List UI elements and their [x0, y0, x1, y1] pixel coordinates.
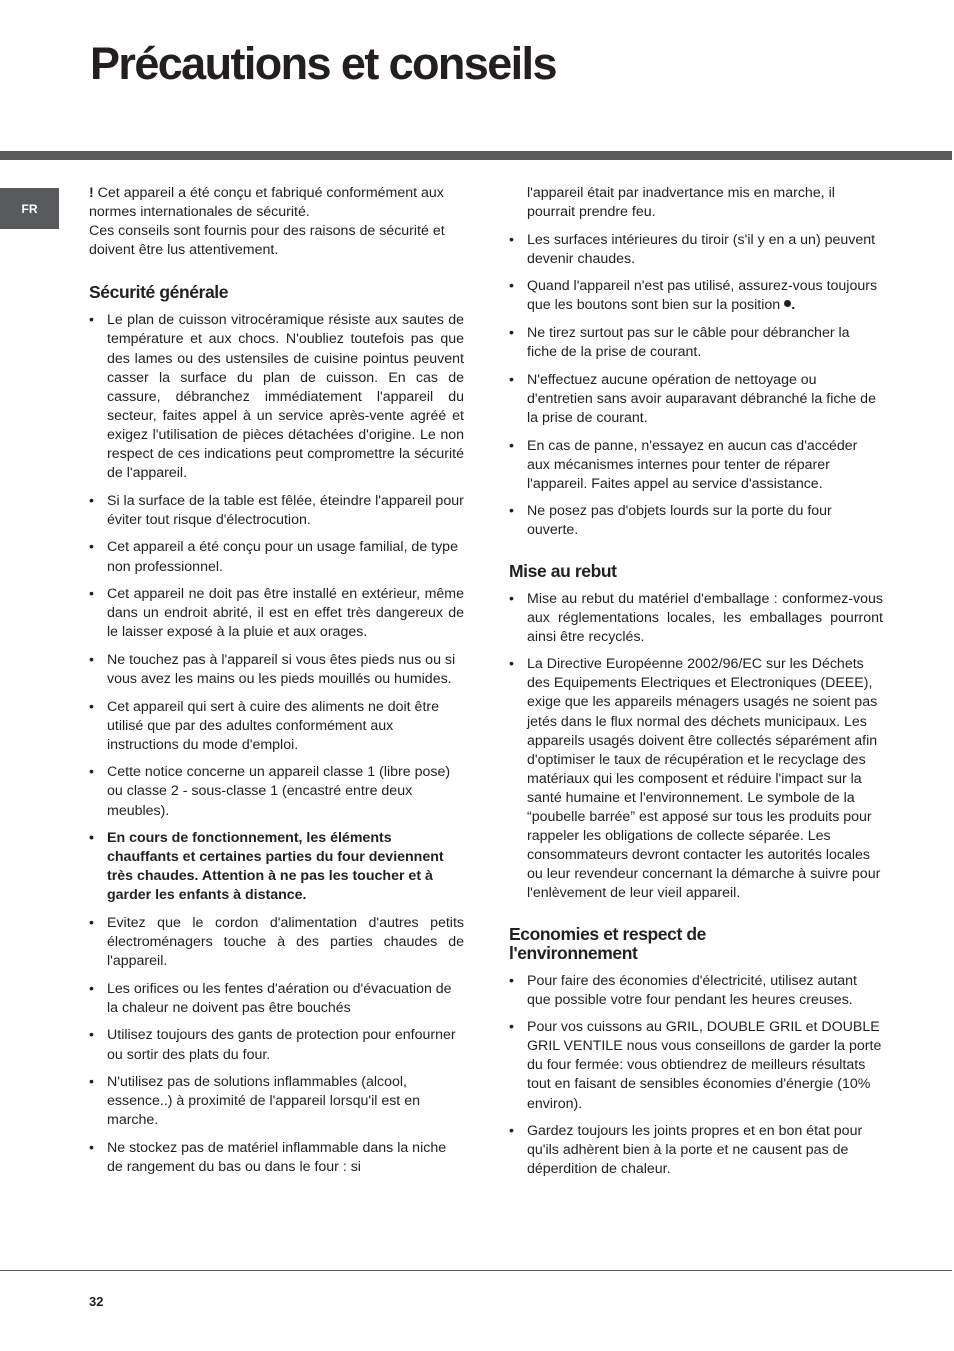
- list-item: • Evitez que le cordon d'alimentation d'autres petits électroménagers touche à des parties chaudes de l'appareil.: [89, 914, 464, 971]
- economy-list: [509, 972, 883, 1180]
- list-item: • Les surfaces intérieures du tiroir (s'il y en a un) peuvent devenir chaudes.: [509, 231, 883, 269]
- security-list: [89, 311, 464, 1177]
- warning-mark: !: [89, 185, 94, 201]
- list-item: • Le plan de cuisson vitrocéramique résiste aux sautes de température et aux chocs. N'oubliez toutefois pas que des lames ou des ustensiles de cuisine pointus peuvent casser la surface du plan de cuisson. En cas de cassure, débranchez immédiatement l'appareil du secteur, faites appel à un service après-vente agréé et exigez l'utilisation de pièces détachées d'origine. Le non respect de ces indications peut compromettre la sécurité de l'appareil.: [89, 311, 464, 483]
- left-column: [89, 184, 464, 1186]
- list-item: • Cet appareil ne doit pas être installé en extérieur, même dans un endroit abrité, il est en effet très dangereux de le laisser exposé à la pluie et aux orages.: [89, 585, 464, 642]
- list-item: • N'effectuez aucune opération de nettoyage ou d'entretien sans avoir auparavant débranché la fiche de la prise de courant.: [509, 371, 883, 428]
- right-column: [509, 184, 883, 1188]
- intro-line-1: Cet appareil a été conçu et fabriqué conformément aux normes internationales de sécurité.: [89, 185, 444, 221]
- list-item: • Ne stockez pas de matériel inflammable dans la niche de rangement du bas ou dans le four : si: [89, 1139, 464, 1177]
- footer-divider: [0, 1270, 952, 1271]
- list-item: • N'utilisez pas de solutions inflammables (alcool, essence..) à proximité de l'appareil lorsqu'il est en marche.: [89, 1073, 464, 1130]
- page-number: 32: [89, 1294, 104, 1309]
- list-item: • Si la surface de la table est fêlée, éteindre l'appareil pour éviter tout risque d'électrocution.: [89, 492, 464, 530]
- language-tab: [0, 188, 59, 229]
- intro-line-2: Ces conseils sont fournis pour des raisons de sécurité et doivent être lus attentivement.: [89, 223, 445, 259]
- list-item: • Mise au rebut du matériel d'emballage : conformez-vous aux réglementations locales, les emballages pourront ainsi être recyclés.: [509, 590, 883, 647]
- disposal-list: [509, 590, 883, 904]
- list-item: • Cet appareil qui sert à cuire des aliments ne doit être utilisé que par des adultes conformément aux instructions du mode d'emploi.: [89, 698, 464, 755]
- period: .: [791, 297, 796, 314]
- page-title: Précautions et conseils: [90, 38, 556, 89]
- list-item: • Ne posez pas d'objets lourds sur la porte du four ouverte.: [509, 502, 883, 540]
- list-item: • Pour vos cuissons au GRIL, DOUBLE GRIL et DOUBLE GRIL VENTILE nous vous conseillons de garder la porte du four fermée: vous obtiendrez de meilleurs résultats tout en faisant de sensibles économies d'énergie (10% environ).: [509, 1018, 883, 1113]
- list-item: • Cet appareil a été conçu pour un usage familial, de type non professionnel.: [89, 538, 464, 576]
- list-item: • Cette notice concerne un appareil classe 1 (libre pose) ou classe 2 - sous-classe 1 (encastré entre deux meubles).: [89, 763, 464, 820]
- security-list-continued: [509, 184, 883, 541]
- list-item-text: Quand l'appareil n'est pas utilisé, assurez-vous toujours que les boutons sont bien sur la position: [527, 278, 878, 314]
- intro-note: [89, 184, 464, 260]
- section-title-line-1: Economies et respect de: [509, 923, 706, 944]
- section-title-line-2: l'environnement: [509, 942, 638, 963]
- list-item: • Pour faire des économies d'électricité, utilisez autant que possible votre four pendant les heures creuses.: [509, 972, 883, 1010]
- list-item: • Gardez toujours les joints propres et en bon état pour qu'ils adhèrent bien à la porte et ne causent pas de déperdition de chaleur.: [509, 1122, 883, 1179]
- list-item-continuation: l'appareil était par inadvertance mis en marche, il pourrait prendre feu.: [527, 185, 835, 221]
- list-item-warning: • En cours de fonctionnement, les éléments chauffants et certaines parties du four deviennent très chaudes. Attention à ne pas les toucher et à garder les enfants à distance.: [89, 829, 464, 905]
- list-item: • Utilisez toujours des gants de protection pour enfourner ou sortir des plats du four.: [89, 1026, 464, 1064]
- list-item: [509, 277, 883, 315]
- intro-paragraph: [89, 184, 464, 222]
- header-divider: [0, 151, 952, 160]
- list-item: • Ne touchez pas à l'appareil si vous êtes pieds nus ou si vous avez les mains ou les pieds mouillés ou humides.: [89, 651, 464, 689]
- list-item: • La Directive Européenne 2002/96/EC sur les Déchets des Equipements Electriques et Electroniques (DEEE), exige que les appareils ménagers usagés ne soient pas jetés dans le flux normal des déchets municipaux. Les appareils usagés doivent être collectés séparément afin d'optimiser le taux de récupération et le recyclage des matériaux qui les composent et réduire l'impact sur la santé humaine et l'environnement. Le symbole de la “poubelle barrée” est apposé sur tous les produits pour rappeler les obligations de collecte séparée. Les consommateurs devront contacter les autorités locales ou leur revendeur concernant la démarche à suivre pour l'enlèvement de leur vieil appareil.: [509, 655, 883, 903]
- section-title-economies: [509, 925, 883, 963]
- list-item: • En cas de panne, n'essayez en aucun cas d'accéder aux mécanismes internes pour tenter de réparer l'appareil. Faites appel au service d'assistance.: [509, 437, 883, 494]
- section-title-securite: Sécurité générale: [89, 282, 229, 303]
- section-title-mise-au-rebut: Mise au rebut: [509, 560, 617, 581]
- language-code: FR: [21, 201, 38, 216]
- list-item: • Ne tirez surtout pas sur le câble pour débrancher la fiche de la prise de courant.: [509, 324, 883, 362]
- list-item: • Les orifices ou les fentes d'aération ou d'évacuation de la chaleur ne doivent pas être bouchés: [89, 980, 464, 1018]
